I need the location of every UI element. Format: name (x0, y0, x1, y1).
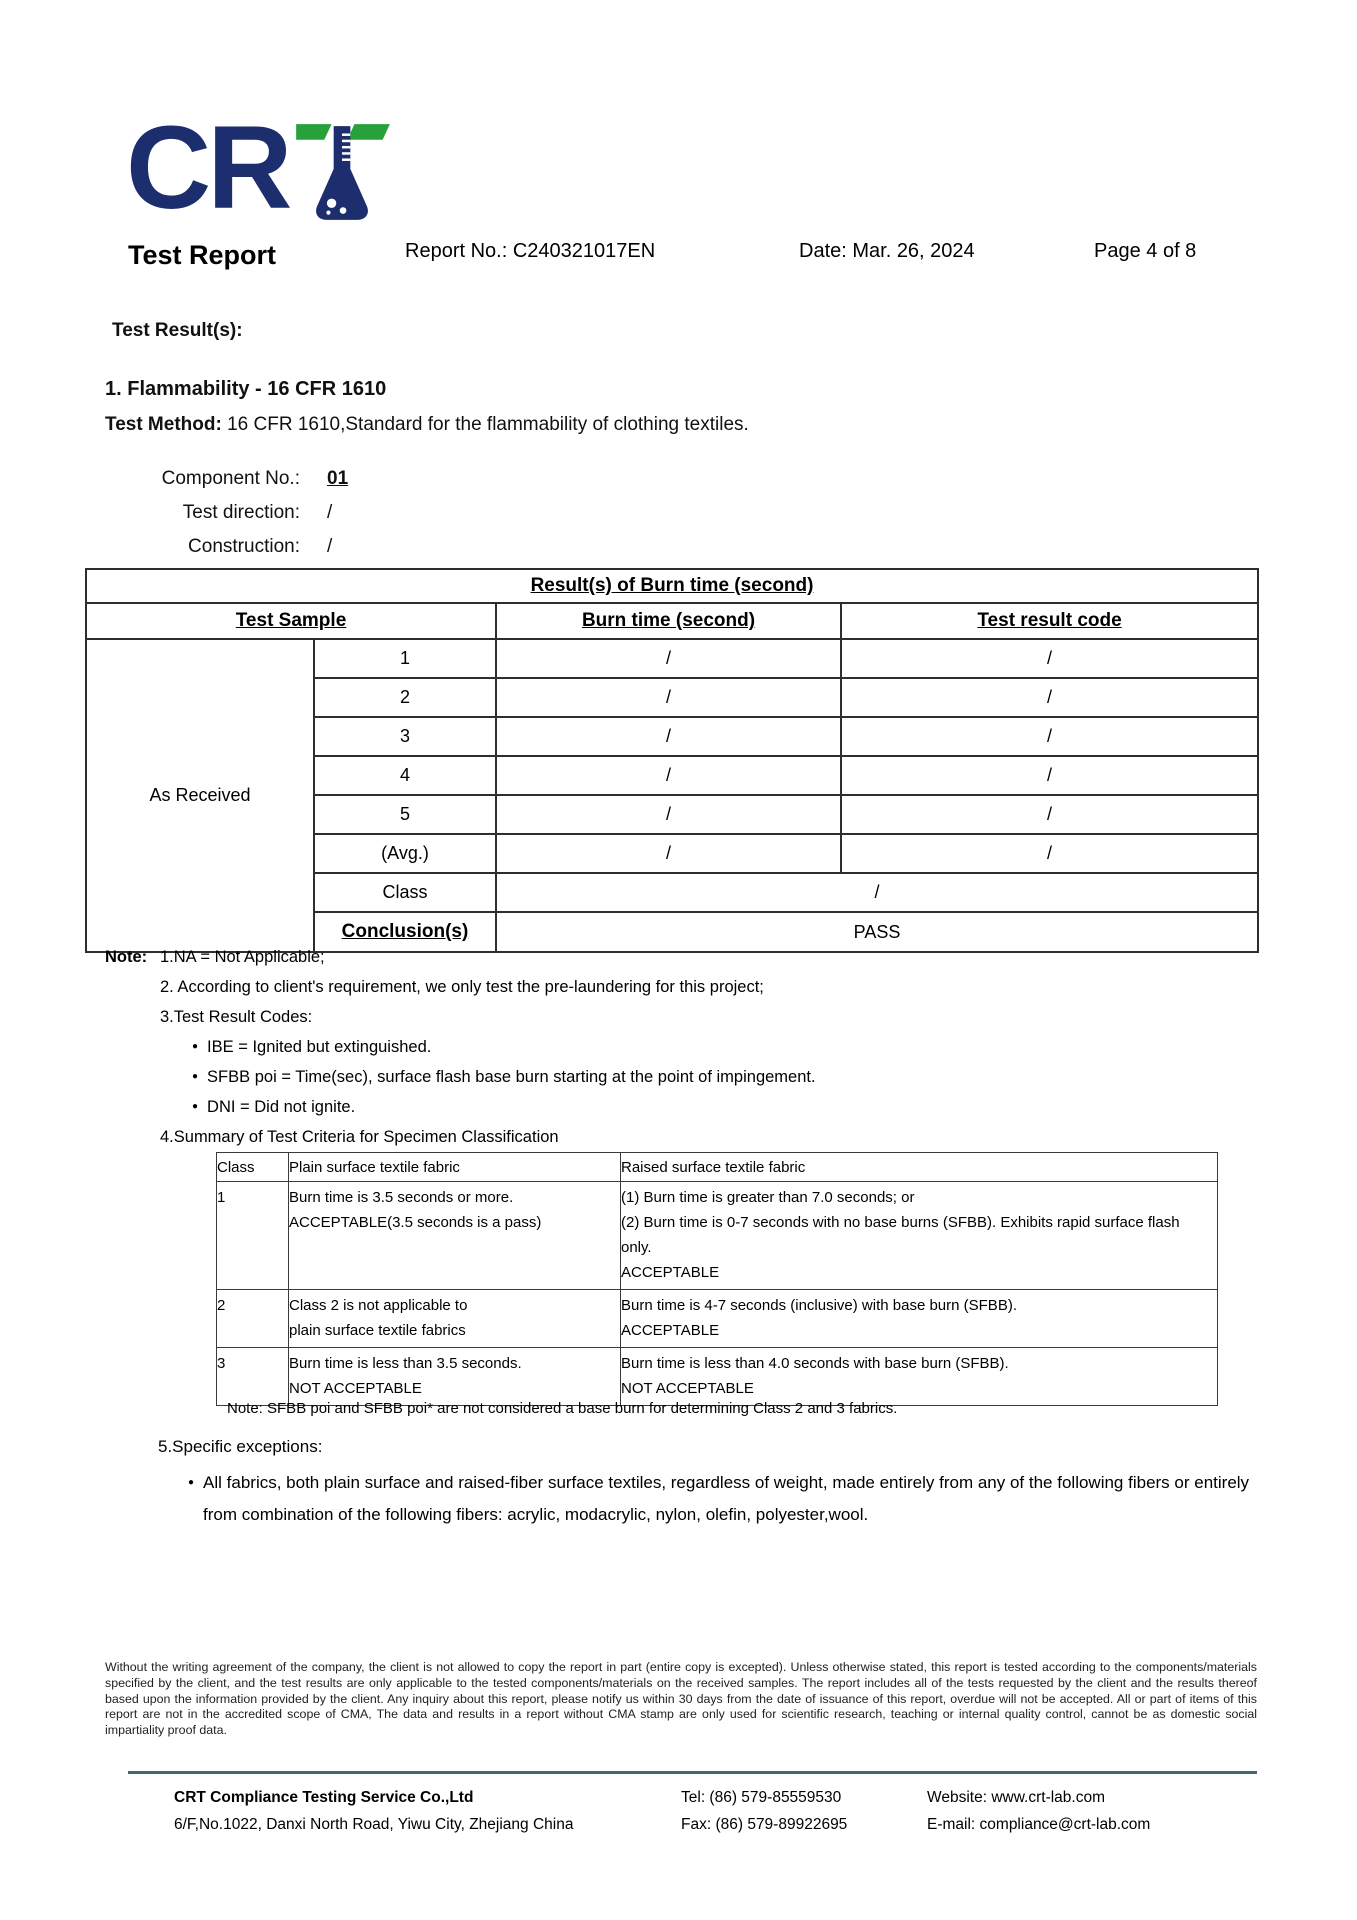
specimen-no: 5 (314, 795, 496, 834)
criteria-row (217, 1348, 1218, 1406)
criteria-text: NOT ACCEPTABLE (621, 1380, 754, 1397)
note-item-4: 4.Summary of Test Criteria for Specimen Classification (160, 1127, 559, 1146)
criteria-raised-cell (621, 1348, 1218, 1406)
criteria-col-class: Class (217, 1153, 289, 1182)
exceptions-bullet-line (188, 1467, 1266, 1531)
note-item-1: 1.NA = Not Applicable; (160, 947, 325, 966)
criteria-table (216, 1152, 1218, 1406)
note-line (105, 1002, 816, 1032)
criteria-text: (2) Burn time is 0-7 seconds with no base burns (SFBB). Exhibits rapid surface flash only. (621, 1214, 1180, 1256)
class-label: Class (314, 873, 496, 912)
criteria-row (217, 1182, 1218, 1290)
criteria-text: ACCEPTABLE (621, 1322, 720, 1339)
footer-company-block (174, 1784, 573, 1838)
result-code-value: / (841, 639, 1258, 678)
note-bullet-line (105, 1032, 816, 1062)
note-bullet-3: DNI = Did not ignite. (207, 1097, 356, 1116)
criteria-footnote: Note: SFBB poi and SFBB poi* are not considered a base burn for determining Class 2 and 3 fabrics. (227, 1400, 898, 1417)
conclusion-value: PASS (496, 912, 1258, 952)
criteria-plain-cell (289, 1348, 621, 1406)
criteria-text: Burn time is 4-7 seconds (inclusive) with base burn (SFBB). (621, 1297, 1017, 1314)
criteria-text: Burn time is less than 4.0 seconds with base burn (SFBB). (621, 1355, 1009, 1372)
burn-table-title: Result(s) of Burn time (second) (530, 575, 814, 596)
bullet-icon: ● (188, 1477, 195, 1488)
conclusion-label: Conclusion(s) (341, 921, 469, 942)
footer-phone-block (681, 1784, 847, 1838)
criteria-header-row (217, 1153, 1218, 1182)
website: Website: www.crt-lab.com (927, 1789, 1106, 1806)
footer-separator (128, 1771, 1257, 1774)
flammability-heading: 1. Flammability - 16 CFR 1610 (105, 378, 387, 400)
test-direction-label: Test direction: (182, 502, 300, 523)
result-code-value: / (841, 834, 1258, 873)
test-method-text: 16 CFR 1610,Standard for the flammability of clothing textiles. (227, 414, 749, 435)
note-item-2: 2. According to client's requirement, we only test the pre-laundering for this project; (160, 977, 764, 996)
criteria-class: 3 (217, 1348, 289, 1406)
burn-time-value: / (496, 756, 841, 795)
page-indicator: Page 4 of 8 (1094, 240, 1197, 262)
criteria-col-raised: Raised surface textile fabric (621, 1153, 1218, 1182)
sample-name-cell: As Received (86, 639, 314, 952)
table-row (86, 639, 1258, 678)
criteria-text: Burn time is less than 3.5 seconds. (289, 1355, 522, 1372)
result-code-value: / (841, 756, 1258, 795)
burn-table-title-cell (86, 569, 1258, 603)
criteria-raised-cell (621, 1182, 1218, 1290)
disclaimer-text: Without the writing agreement of the company, the client is not allowed to copy the report in part (entire copy is excepted). Unless otherwise stated, this report is tested according to the components/materials specified by the client, and the test results are only applicable to the tested components/materials on the received samples. The report includes all of the tests requested by the client and the results thereof based upon the information provided by the client. Any inquiry about this report, please notify us within 30 days from the date of issuance of this report, overdue will not be accepted. All or part of items of this report are not in the accredited scope of CMA, The data and results in a report without CMA stamp are only used for scientific research, teaching or internal quality control, cannot be as domestic social impartiality proof data. (105, 1660, 1257, 1738)
bullet-icon: ● (192, 1101, 199, 1112)
construction-value: / (327, 536, 333, 557)
result-code-value: / (841, 717, 1258, 756)
report-date: Date: Mar. 26, 2024 (799, 240, 975, 262)
col-burn-time: Burn time (second) (581, 610, 756, 631)
col-result-code: Test result code (977, 610, 1122, 631)
fax-number: Fax: (86) 579-89922695 (681, 1816, 848, 1833)
flask-icon (294, 122, 390, 222)
col-burn-time-cell (496, 603, 841, 639)
specimen-no: 4 (314, 756, 496, 795)
specimen-no: (Avg.) (314, 834, 496, 873)
col-test-sample-cell (86, 603, 496, 639)
logo-text: CR (126, 102, 289, 234)
exceptions-heading: 5.Specific exceptions: (158, 1437, 323, 1456)
criteria-plain-cell (289, 1182, 621, 1290)
note-bullet-2: SFBB poi = Time(sec), surface flash base burn starting at the point of impingement. (207, 1067, 816, 1086)
note-line (105, 1122, 816, 1152)
burn-time-value: / (496, 678, 841, 717)
tel-number: Tel: (86) 579-85559530 (681, 1789, 842, 1806)
note-line (105, 972, 816, 1002)
report-title: Test Report (128, 240, 277, 270)
note-item-3: 3.Test Result Codes: (160, 1007, 313, 1026)
burn-time-value: / (496, 717, 841, 756)
bullet-icon: ● (192, 1071, 199, 1082)
note-bullet-line (105, 1062, 816, 1092)
class-value: / (496, 873, 1258, 912)
result-code-value: / (841, 795, 1258, 834)
email: E-mail: compliance@crt-lab.com (927, 1816, 1151, 1833)
criteria-text: ACCEPTABLE(3.5 seconds is a pass) (289, 1214, 542, 1231)
col-result-code-cell (841, 603, 1258, 639)
note-line (105, 942, 816, 972)
footer-web-block (927, 1784, 1150, 1838)
note-bullet-line (105, 1092, 816, 1122)
note-bullet-1: IBE = Ignited but extinguished. (207, 1037, 432, 1056)
criteria-plain-cell (289, 1290, 621, 1348)
specimen-no: 2 (314, 678, 496, 717)
bullet-icon: ● (192, 1041, 199, 1052)
test-results-heading: Test Result(s): (112, 320, 243, 341)
specimen-no: 1 (314, 639, 496, 678)
col-test-sample: Test Sample (235, 610, 347, 631)
report-number: Report No.: C240321017EN (405, 240, 656, 262)
specimen-no: 3 (314, 717, 496, 756)
criteria-row (217, 1290, 1218, 1348)
note-label: Note: (105, 947, 148, 966)
criteria-text: ACCEPTABLE (621, 1264, 720, 1281)
burn-time-value: / (496, 795, 841, 834)
logo (126, 102, 390, 234)
component-no-value: 01 (327, 468, 349, 489)
construction-label: Construction: (188, 536, 300, 557)
test-direction-value: / (327, 502, 333, 523)
result-code-value: / (841, 678, 1258, 717)
test-method-label: Test Method: (105, 414, 222, 435)
burn-time-table (85, 568, 1259, 953)
criteria-text: NOT ACCEPTABLE (289, 1380, 422, 1397)
criteria-col-plain: Plain surface textile fabric (289, 1153, 621, 1182)
criteria-text: (1) Burn time is greater than 7.0 seconds; or (621, 1189, 915, 1206)
company-address: 6/F,No.1022, Danxi North Road, Yiwu City, Zhejiang China (174, 1816, 574, 1833)
burn-time-value: / (496, 834, 841, 873)
criteria-class: 2 (217, 1290, 289, 1348)
criteria-text: Class 2 is not applicable to (289, 1297, 468, 1314)
exceptions-bullet-text: All fabrics, both plain surface and raised-fiber surface textiles, regardless of weight, made entirely from any of the following fibers or entirely from combination of the following fibers: acrylic, modacrylic, nylon, olefin, polyester,wool. (203, 1473, 1250, 1524)
criteria-text: Burn time is 3.5 seconds or more. (289, 1189, 514, 1206)
criteria-raised-cell (621, 1290, 1218, 1348)
notes-section (105, 942, 816, 1152)
burn-time-value: / (496, 639, 841, 678)
company-name: CRT Compliance Testing Service Co.,Ltd (174, 1789, 474, 1806)
criteria-class: 1 (217, 1182, 289, 1290)
criteria-text: plain surface textile fabrics (289, 1322, 466, 1339)
test-method-line (105, 414, 749, 436)
component-no-label: Component No.: (161, 468, 300, 489)
